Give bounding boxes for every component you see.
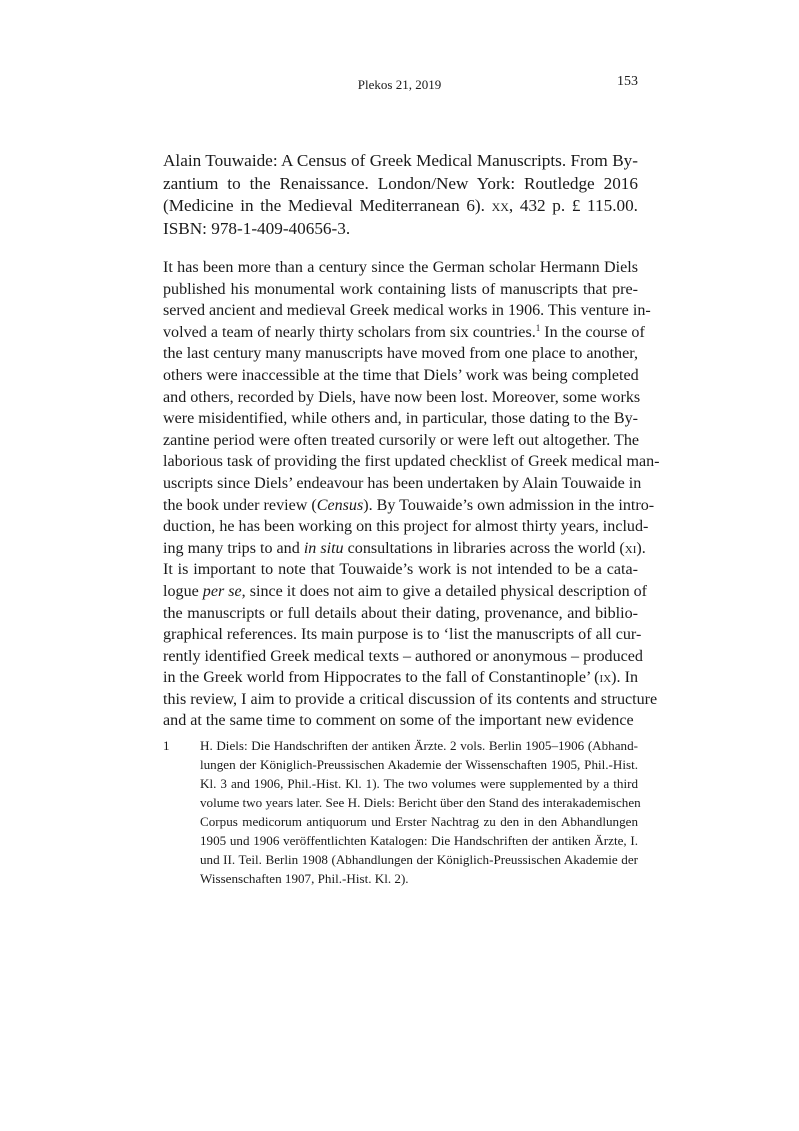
text-line	[163, 300, 651, 322]
text-line	[200, 793, 641, 812]
text-line	[163, 624, 642, 646]
text-span: volved a team of nearly thirty scholars from six countries.	[163, 323, 536, 341]
text-line	[200, 850, 638, 869]
text-span: rently identified Greek medical texts – authored or anonymous – produced	[163, 647, 643, 665]
footnote-number: 1	[163, 738, 170, 753]
text-line	[200, 755, 638, 774]
text-line	[200, 736, 638, 755]
review-title	[163, 150, 638, 241]
text-line	[163, 408, 638, 430]
text-line	[163, 473, 642, 495]
text-span: Corpus medicorum antiquorum und Erster Nachtrag zu den in den Abhandlungen	[200, 814, 638, 829]
footnote-reference[interactable]: 1	[535, 322, 541, 333]
text-line	[163, 516, 649, 538]
text-line	[163, 710, 638, 732]
text-span: this review, I aim to provide a critical discussion of its contents and structure	[163, 690, 658, 708]
text-span: laborious task of providing the first updated checklist of Greek medical man-	[163, 453, 660, 471]
text-line	[163, 451, 660, 473]
text-span: H. Diels: Die Handschriften der antiken Ärzte. 2 vols. Berlin 1905–1906 (Abhand-	[200, 738, 638, 753]
text-line	[163, 559, 638, 581]
text-span: Wissenschaften 1907, Phil.-Hist. Kl. 2).	[200, 871, 409, 886]
text-line	[163, 646, 643, 668]
text-span: ). By Touwaide’s own admission in the intro-	[363, 496, 655, 514]
text-span: ISBN: 978-1-409-40656-3.	[163, 219, 351, 239]
text-line	[163, 322, 645, 344]
text-span: zantine period were often treated cursorily or were left out altogether. The	[163, 431, 640, 449]
italic-text: per se	[202, 582, 242, 600]
text-span: (Medicine in the Medieval Mediterranean 6).	[163, 196, 492, 216]
text-line	[163, 430, 638, 452]
italic-text: in situ	[303, 539, 344, 557]
text-span: It is important to note that Touwaide’s work is not intended to be a cata-	[163, 561, 638, 579]
text-line	[163, 689, 658, 711]
text-span: the manuscripts or full details about their dating, provenance, and biblio-	[163, 604, 638, 622]
text-line	[163, 257, 638, 279]
text-span: uscripts since Diels’ endeavour has been undertaken by Alain Touwaide in	[163, 474, 642, 492]
text-span: consultations in libraries across the world (	[343, 539, 625, 557]
text-line	[163, 387, 641, 409]
text-span: the book under review (	[163, 496, 317, 514]
page-number: 153	[617, 74, 638, 89]
text-span: in the Greek world from Hippocrates to the fall of Constantinople’ (	[163, 669, 600, 687]
text-span: Alain Touwaide: A Census of Greek Medical Manuscripts. From By-	[163, 151, 638, 170]
text-span: published his monumental work containing lists of manuscripts that pre-	[163, 280, 638, 298]
text-span: duction, he has been working on this project for almost thirty years, includ-	[163, 518, 649, 536]
text-span: , 432 p. £ 115.00.	[508, 196, 638, 216]
text-span: served ancient and medieval Greek medical works in 1906. This venture in-	[163, 302, 651, 320]
text-line	[163, 581, 648, 603]
text-span: graphical references. Its main purpose is to ‘list the manuscripts of all cur-	[163, 626, 642, 644]
text-line	[163, 603, 638, 625]
text-line	[163, 495, 655, 517]
text-line	[163, 365, 638, 387]
text-line	[163, 218, 638, 241]
text-span: were misidentified, while others and, in particular, those dating to the By-	[163, 410, 638, 428]
roman-numeral: xx	[491, 196, 509, 216]
text-line	[163, 279, 638, 301]
text-line	[163, 343, 638, 365]
text-span: In the course of	[540, 323, 645, 341]
text-span: It has been more than a century since the German scholar Hermann Diels	[163, 259, 638, 276]
text-line	[163, 667, 638, 689]
text-span: und II. Teil. Berlin 1908 (Abhandlungen der Königlich-Preussischen Akademie der	[200, 852, 638, 867]
text-line	[200, 869, 638, 888]
roman-numeral: xi	[624, 539, 637, 557]
text-span: lungen der Königlich-Preussischen Akademie der Wissenschaften 1905, Phil.-Hist.	[200, 757, 638, 772]
text-span: and others, recorded by Diels, have now been lost. Moreover, some works	[163, 388, 641, 406]
text-span: 1905 und 1906 veröffentlichten Katalogen: Die Handschriften der antiken Ärzte, I.	[200, 833, 638, 848]
text-line	[163, 538, 646, 560]
text-span: and at the same time to comment on some of the important new evidence	[163, 712, 634, 730]
text-span: ). In	[611, 669, 638, 687]
text-span: ).	[636, 539, 646, 557]
footnote-text	[200, 736, 641, 888]
text-line	[163, 150, 638, 173]
text-line	[200, 774, 638, 793]
text-span: zantium to the Renaissance. London/New York: Routledge 2016	[163, 173, 638, 193]
text-line	[163, 195, 638, 218]
text-span: the last century many manuscripts have moved from one place to another,	[163, 345, 638, 363]
text-span: , since it does not aim to give a detailed physical description of	[241, 582, 648, 600]
italic-text: Census	[316, 496, 364, 514]
text-line	[200, 831, 638, 850]
text-span: others were inaccessible at the time that Diels’ work was being completed	[163, 366, 639, 384]
roman-numeral: ix	[599, 669, 612, 687]
text-span: ing many trips to and	[163, 539, 304, 557]
text-line	[163, 173, 638, 196]
text-span: Kl. 3 and 1906, Phil.-Hist. Kl. 1). The two volumes were supplemented by a third	[200, 776, 638, 791]
body-text	[163, 257, 660, 732]
text-span: volume two years later. See H. Diels: Bericht über den Stand des interakademischen	[200, 795, 641, 810]
text-span: logue	[163, 582, 203, 600]
running-header: Plekos 21, 2019	[357, 77, 442, 92]
text-line	[200, 812, 638, 831]
